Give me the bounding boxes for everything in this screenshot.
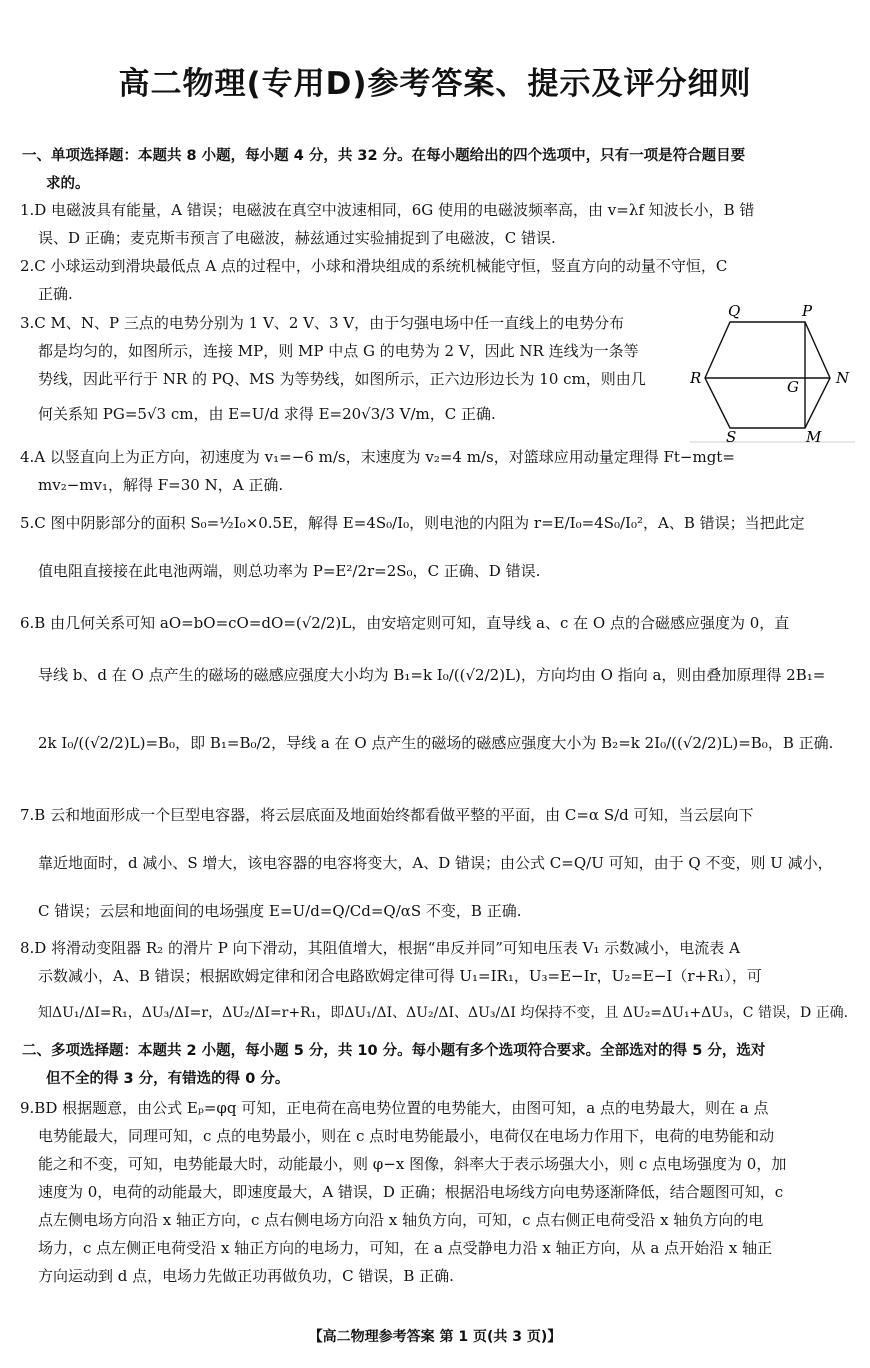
section-two-heading (22, 1037, 858, 1093)
section-one-line2: 求的。 (46, 176, 90, 192)
q9-line2: 电势能最大，同理可知，c 点的电势最小，则在 c 点时电势能最小，电荷仅在电场力作用下，电荷的电势能和动 (38, 1127, 775, 1145)
page-title: 高二物理(专用D)参考答案、提示及评分细则 (118, 66, 752, 102)
q3-line2: 都是均匀的，如图所示，连接 MP，则 MP 中点 G 的电势为 2 V，因此 NR 连线为一条等 (38, 342, 639, 360)
label-n: N (836, 369, 850, 387)
q7-line2: 靠近地面时，d 减小、S 增大，该电容器的电容将变大，A、D 错误；由公式 C=Q/U 可知，由于 Q 不变，则 U 减小， (38, 854, 833, 872)
q8-line1: 8.D 将滑动变阻器 R₂ 的滑片 P 向下滑动，其阻值增大，根据“串反并同”可知电压表 V₁ 示数减小，电流表 A (20, 939, 740, 957)
q2-line1: 2.C 小球运动到滑块最低点 A 点的过程中，小球和滑块组成的系统机械能守恒，竖直方向的动量不守恒，C (20, 257, 728, 275)
section-two-line1: 二、多项选择题：本题共 2 小题，每小题 5 分，共 10 分。每小题有多个选项符合要求。全部选对的得 5 分，选对 (22, 1043, 766, 1059)
q7-line1: 7.B 云和地面形成一个巨型电容器，将云层底面及地面始终都看做平整的平面，由 C=α S/d 可知，当云层向下 (20, 806, 754, 824)
section-one-line1: 一、单项选择题：本题共 8 小题，每小题 4 分，共 32 分。在每小题给出的四个选项中，只有一项是符合题目要 (22, 148, 746, 164)
q4-line1: 4.A 以竖直向上为正方向，初速度为 v₁=−6 m/s，末速度为 v₂=4 m/s，对篮球应用动量定理得 Ft−mgt= (20, 448, 735, 466)
page-footer: 【高二物理参考答案 第 1 页(共 3 页)】 (308, 1329, 562, 1345)
q2-line2: 正确. (38, 285, 73, 303)
q3-line3: 势线，因此平行于 NR 的 PQ、MS 为等势线，如图所示，正六边形边长为 10 cm，则由几 (38, 370, 646, 388)
label-m: M (806, 428, 822, 445)
q5-line2: 值电阻直接接在此电池两端，则总功率为 P=E²/2r=2S₀，C 正确、D 错误. (38, 562, 541, 580)
hexagon-shape (705, 322, 830, 428)
label-s: S (726, 428, 737, 445)
q6-line3: 2k I₀/((√2/2)L)=B₀，即 B₁=B₀/2，导线 a 在 O 点产生的磁场的磁感应强度大小为 B₂=k 2I₀/((√2/2)L)=B₀，B 正确. (38, 734, 834, 752)
q7-line3: C 错误；云层和地面间的电场强度 E=U/d=Q/Cd=Q/αS 不变，B 正确. (38, 902, 522, 920)
label-q: Q (728, 302, 741, 320)
q8-line2: 示数减小，A、B 错误；根据欧姆定律和闭合电路欧姆定律可得 U₁=IR₁，U₃=E−Ir，U₂=E−I（r+R₁），可 (38, 967, 762, 985)
q3-line1: 3.C M、N、P 三点的电势分别为 1 V、2 V、3 V，由于匀强电场中任一直线上的电势分布 (20, 314, 625, 332)
q8-line3: 知ΔU₁/ΔI=R₁，ΔU₃/ΔI=r，ΔU₂/ΔI=r+R₁，即ΔU₁/ΔI、ΔU₂/ΔI、ΔU₃/ΔI 均保持不变，且 ΔU₂=ΔU₁+ΔU₃，C 错误，D 正确. (38, 1005, 849, 1021)
q3-line4: 何关系知 PG=5√3 cm，由 E=U/d 求得 E=20√3/3 V/m，C 正确. (38, 405, 496, 423)
q6-line2: 导线 b、d 在 O 点产生的磁场的磁感应强度大小均为 B₁=k I₀/((√2/2)L)，方向均由 O 指向 a，则由叠加原理得 2B₁= (38, 666, 826, 684)
q9-line5: 点左侧电场方向沿 x 轴正方向，c 点右侧电场方向沿 x 轴负方向，可知，c 点右侧正电荷受沿 x 轴负方向的电 (38, 1211, 764, 1229)
q9-line7: 方向运动到 d 点，电场力先做正功再做负功，C 错误，B 正确. (38, 1267, 454, 1285)
q9-line1: 9.BD 根据题意，由公式 Eₚ=φq 可知，正电荷在高电势位置的电势能大，由图可知，a 点的电势最大，则在 a 点 (20, 1099, 769, 1117)
q9-line6: 场力，c 点左侧正电荷受沿 x 轴正方向的电场力，可知，在 a 点受静电力沿 x 轴正方向，从 a 点开始沿 x 轴正 (38, 1239, 773, 1257)
section-one-heading (22, 142, 858, 198)
label-r: R (690, 369, 702, 387)
q9-line3: 能之和不变，可知，电势能最大时，动能最小，则 φ−x 图像，斜率大于表示场强大小，则 c 点电场强度为 0，加 (38, 1155, 787, 1173)
q6-line1: 6.B 由几何关系可知 aO=bO=cO=dO=(√2/2)L，由安培定则可知，直导线 a、c 在 O 点的合磁感应强度为 0，直 (20, 614, 790, 632)
q4-line2: mv₂−mv₁，解得 F=30 N，A 正确. (38, 476, 284, 494)
label-g: G (787, 378, 799, 396)
q9-line4: 速度为 0，电荷的动能最大，即速度最大，A 错误，D 正确；根据沿电场线方向电势逐渐降低，结合题图可知，c (38, 1183, 784, 1201)
label-p: P (802, 302, 813, 320)
q1-line2: 误、D 正确；麦克斯韦预言了电磁波，赫兹通过实验捕捉到了电磁波，C 错误. (38, 229, 556, 247)
q5-line1: 5.C 图中阴影部分的面积 S₀=½I₀×0.5E，解得 E=4S₀/I₀，则电池的内阻为 r=E/I₀=4S₀/I₀²，A、B 错误；当把此定 (20, 514, 805, 532)
hexagon-diagram (690, 300, 855, 445)
q1-line1: 1.D 电磁波具有能量，A 错误；电磁波在真空中波速相同，6G 使用的电磁波频率高，由 v=λf 知波长小，B 错 (20, 201, 755, 219)
section-two-line2: 但不全的得 3 分，有错选的得 0 分。 (46, 1071, 290, 1087)
